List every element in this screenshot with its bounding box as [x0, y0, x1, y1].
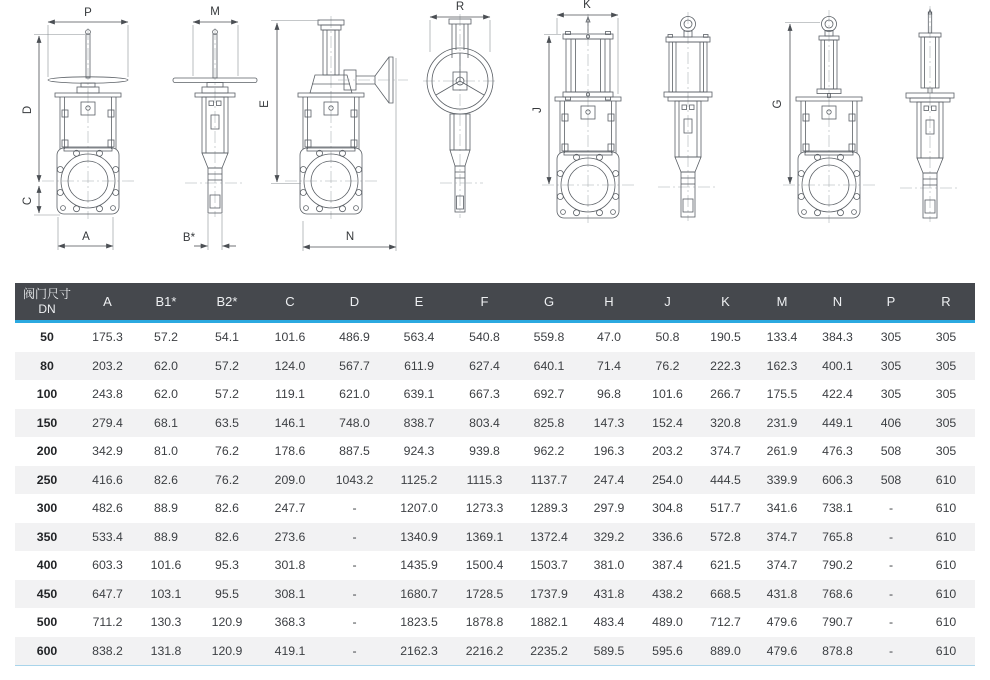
table-cell: 82.6	[215, 529, 239, 544]
table-cell: 489.0	[652, 615, 683, 630]
table-cell: 273.6	[274, 529, 306, 544]
table-cell: 82.6	[154, 472, 178, 487]
dim-label-g: G	[772, 99, 784, 109]
table-cell: 320.8	[710, 415, 741, 430]
table-cell: 589.5	[580, 637, 638, 666]
table-cell: 692.7	[533, 387, 565, 402]
table-row	[15, 466, 975, 495]
table-cell: 254.0	[652, 472, 683, 487]
dim-label-j: J	[532, 107, 544, 113]
table-cell: 606.3	[822, 472, 853, 487]
table-cell: 305	[880, 330, 902, 345]
table-cell: 668.5	[710, 586, 741, 601]
table-row	[15, 437, 975, 466]
table-cell: 878.8	[810, 637, 865, 666]
table-cell: 610	[935, 558, 957, 573]
table-cell: 1823.5	[400, 615, 438, 630]
dim-label-r: R	[455, 1, 465, 13]
table-cell: 479.6	[766, 615, 798, 630]
dim-label-b: B*	[182, 232, 196, 244]
table-cell: 101.6	[150, 558, 182, 573]
table-cell: -	[322, 637, 387, 666]
table-cell: 54.1	[215, 330, 239, 345]
table-row	[15, 322, 975, 352]
table-cell: 667.3	[469, 387, 500, 402]
table-cell: 131.8	[136, 637, 196, 666]
header-dn-line2: DN	[38, 301, 56, 316]
table-cell: 449.1	[822, 415, 853, 430]
table-cell: 1728.5	[465, 586, 504, 601]
table-cell: 231.9	[766, 415, 798, 430]
technical-drawings-area	[0, 0, 990, 283]
table-row	[15, 580, 975, 609]
table-cell: 196.3	[593, 444, 625, 459]
table-cell: 222.3	[710, 358, 741, 373]
dim-label-a: A	[82, 231, 90, 243]
table-cell: 611.9	[404, 358, 434, 373]
table-cell: 243.8	[92, 387, 123, 402]
header-col: H	[580, 283, 638, 322]
table-cell: 247.4	[593, 472, 625, 487]
table-cell: -	[865, 637, 917, 666]
table-cell: 595.6	[638, 637, 697, 666]
table-cell: 416.6	[92, 472, 123, 487]
table-cell: 119.1	[275, 387, 305, 402]
table-cell: 712.7	[710, 615, 741, 630]
table-header-row	[15, 283, 975, 322]
table-cell: 533.4	[92, 529, 123, 544]
table-cell: 422.4	[822, 387, 853, 402]
row-dn-value: 350	[36, 529, 58, 544]
table-cell: 124.0	[274, 358, 306, 373]
table-cell: 62.0	[154, 387, 178, 402]
table-cell: -	[888, 586, 894, 601]
drawing-bevel-gear-side	[423, 1, 497, 218]
table-cell: 305	[935, 387, 957, 402]
table-cell: 639.1	[403, 387, 435, 402]
table-cell: 431.8	[593, 586, 625, 601]
table-cell: 76.2	[215, 444, 239, 459]
valve-drawings-svg	[0, 0, 990, 283]
table-cell: 305	[935, 330, 957, 345]
table-cell: 374.7	[766, 529, 798, 544]
row-dn-value: 250	[36, 472, 58, 487]
table-cell: -	[888, 529, 894, 544]
table-cell: 101.6	[274, 330, 306, 345]
header-col: M	[754, 283, 810, 322]
table-cell: 803.4	[469, 415, 500, 430]
header-col: N	[810, 283, 865, 322]
table-cell: 203.2	[92, 358, 123, 373]
header-dn-line1: 阀门尺寸	[22, 286, 71, 301]
dim-label-c: C	[22, 196, 34, 206]
table-row	[15, 637, 975, 666]
table-cell: 889.0	[697, 637, 754, 666]
dim-label-d: D	[22, 105, 34, 115]
table-row	[15, 352, 975, 381]
table-cell: 790.2	[822, 558, 853, 573]
table-cell: 838.2	[79, 637, 136, 666]
row-dn-value: 450	[36, 586, 58, 601]
table-cell: 175.3	[92, 330, 123, 345]
drawing-hydraulic-side	[900, 6, 960, 222]
table-cell: 57.2	[215, 387, 239, 402]
drawing-handwheel-side	[173, 6, 257, 250]
header-col: B2*	[196, 283, 258, 322]
table-cell: 540.8	[469, 330, 500, 345]
table-cell: 308.1	[274, 586, 306, 601]
table-cell: 305	[935, 415, 957, 430]
header-col: F	[451, 283, 518, 322]
table-cell: 838.7	[403, 415, 435, 430]
table-cell: 162.3	[766, 358, 798, 373]
row-dn-value: 300	[36, 501, 58, 516]
header-col: R	[917, 283, 975, 322]
table-cell: 266.7	[710, 387, 741, 402]
row-dn-value: 150	[36, 415, 58, 430]
table-cell: 610	[935, 615, 957, 630]
header-col: K	[697, 283, 754, 322]
table-cell: 384.3	[822, 330, 853, 345]
table-cell: 305	[880, 387, 902, 402]
table-cell: 387.4	[652, 558, 683, 573]
table-cell: 406	[880, 415, 902, 430]
table-cell: 610	[935, 529, 957, 544]
table-cell: 57.2	[215, 358, 239, 373]
table-cell: 374.7	[766, 558, 798, 573]
table-cell: 482.6	[92, 501, 123, 516]
table-cell: 621.0	[339, 387, 370, 402]
drawing-pneumatic-front	[532, 0, 634, 223]
table-cell: 68.1	[154, 415, 178, 430]
dim-label-m: M	[210, 6, 220, 18]
table-cell: 2162.3	[387, 637, 451, 666]
table-cell: 190.5	[710, 330, 741, 345]
table-cell: 567.7	[339, 358, 370, 373]
table-cell: 640.1	[533, 358, 565, 373]
table-cell: -	[352, 558, 357, 573]
header-col: P	[865, 283, 917, 322]
table-cell: 147.3	[593, 415, 625, 430]
table-cell: 962.2	[533, 444, 565, 459]
header-col: J	[638, 283, 697, 322]
dimension-table	[15, 283, 975, 666]
dim-label-e: E	[259, 100, 271, 108]
table-cell: 768.6	[822, 586, 853, 601]
table-cell: 342.9	[92, 444, 123, 459]
table-cell: 1680.7	[400, 586, 438, 601]
table-cell: 339.9	[766, 472, 798, 487]
header-col: D	[322, 283, 387, 322]
header-col: C	[258, 283, 322, 322]
table-cell: 88.9	[154, 501, 178, 516]
dim-label-k: K	[583, 0, 591, 11]
table-cell: 2216.2	[451, 637, 518, 666]
table-cell: 1372.4	[530, 529, 568, 544]
row-dn-value: 600	[15, 637, 79, 666]
table-cell: -	[888, 558, 894, 573]
table-cell: 305	[935, 358, 957, 373]
header-col: E	[387, 283, 451, 322]
table-cell: 1737.9	[530, 586, 568, 601]
drawing-handwheel-front	[22, 7, 134, 250]
table-cell: 368.3	[274, 615, 306, 630]
table-body	[15, 322, 975, 666]
table-cell: 476.3	[822, 444, 853, 459]
table-cell: 1043.2	[335, 472, 374, 487]
table-cell: 1435.9	[400, 558, 438, 573]
table-cell: 120.9	[196, 637, 258, 666]
table-cell: -	[888, 615, 894, 630]
table-cell: 1340.9	[400, 529, 438, 544]
table-cell: 939.8	[469, 444, 500, 459]
row-dn-value: 100	[36, 387, 58, 402]
table-cell: 120.9	[211, 615, 243, 630]
drawing-pneumatic-side	[658, 12, 718, 221]
table-cell: 738.1	[822, 501, 853, 516]
table-cell: 95.5	[215, 586, 239, 601]
table-cell: 1137.7	[530, 472, 568, 487]
row-dn-value: 80	[40, 358, 54, 373]
table-cell: 71.4	[597, 358, 621, 373]
table-cell: 305	[880, 358, 902, 373]
table-cell: 711.2	[92, 615, 123, 630]
table-cell: 563.4	[403, 330, 435, 345]
table-cell: 133.4	[766, 330, 798, 345]
table-cell: 103.1	[150, 586, 182, 601]
table-cell: 374.7	[710, 444, 741, 459]
table-cell: 76.2	[215, 472, 239, 487]
row-dn-value: 400	[36, 558, 58, 573]
table-cell: 1289.3	[530, 501, 568, 516]
table-cell: 279.4	[92, 415, 123, 430]
table-cell: 82.6	[215, 501, 239, 516]
table-cell: 341.6	[766, 501, 798, 516]
table-cell: 1503.7	[530, 558, 568, 573]
table-row	[15, 494, 975, 523]
table-cell: 508	[880, 444, 902, 459]
table-cell: 95.3	[215, 558, 239, 573]
table-cell: 247.7	[274, 501, 306, 516]
table-cell: 765.8	[822, 529, 853, 544]
table-cell: 790.7	[822, 615, 853, 630]
table-cell: 748.0	[339, 415, 370, 430]
table-cell: 96.8	[597, 387, 621, 402]
table-cell: 336.6	[652, 529, 683, 544]
table-cell: 88.9	[154, 529, 178, 544]
table-cell: 400.1	[822, 358, 853, 373]
table-cell: -	[352, 586, 357, 601]
table-cell: 209.0	[274, 472, 306, 487]
table-cell: 1207.0	[400, 501, 438, 516]
table-cell: 203.2	[652, 444, 683, 459]
table-cell: 63.5	[215, 415, 239, 430]
table-row	[15, 523, 975, 552]
table-cell: 444.5	[710, 472, 741, 487]
table-cell: 1878.8	[465, 615, 504, 630]
table-cell: 479.6	[754, 637, 810, 666]
header-col: G	[518, 283, 580, 322]
table-cell: 483.4	[593, 615, 625, 630]
table-cell: 1369.1	[465, 529, 504, 544]
table-cell: -	[888, 501, 894, 516]
table-cell: 178.6	[274, 444, 306, 459]
table-cell: 603.3	[92, 558, 123, 573]
table-cell: 438.2	[652, 586, 683, 601]
table-cell: 305	[935, 444, 957, 459]
header-col: B1*	[136, 283, 196, 322]
table-cell: 431.8	[766, 586, 798, 601]
table-cell: 517.7	[710, 501, 741, 516]
table-cell: 304.8	[652, 501, 683, 516]
table-cell: 825.8	[533, 415, 565, 430]
header-dn	[15, 283, 79, 322]
table-cell: 1115.3	[466, 472, 503, 487]
table-cell: 2235.2	[518, 637, 580, 666]
table-cell: 76.2	[655, 358, 680, 373]
table-row	[15, 551, 975, 580]
table-cell: 627.4	[469, 358, 500, 373]
table-cell: 559.8	[533, 330, 565, 345]
drawing-hydraulic-front	[772, 10, 875, 223]
header-col: A	[79, 283, 136, 322]
table-cell: 50.8	[655, 330, 680, 345]
table-cell: 924.3	[403, 444, 435, 459]
table-row	[15, 608, 975, 637]
table-cell: 175.5	[766, 387, 798, 402]
table-cell: 419.1	[258, 637, 322, 666]
row-dn-value: 50	[40, 330, 54, 345]
table-cell: 47.0	[597, 330, 621, 345]
table-cell: 101.6	[652, 387, 683, 402]
table-cell: 508	[880, 472, 902, 487]
table-cell: 381.0	[593, 558, 625, 573]
table-cell: 621.5	[710, 558, 741, 573]
drawing-bevel-gear-front	[259, 16, 408, 251]
table-row	[15, 409, 975, 438]
table-cell: 572.8	[710, 529, 741, 544]
dim-label-n: N	[345, 231, 355, 243]
table-cell: 1273.3	[465, 501, 504, 516]
table-cell: 57.2	[154, 330, 178, 345]
table-cell: 486.9	[339, 330, 370, 345]
table-cell: 610	[935, 501, 957, 516]
table-cell: -	[352, 501, 357, 516]
table-cell: 1500.4	[465, 558, 504, 573]
table-cell: 1125.2	[400, 472, 438, 487]
row-dn-value: 500	[36, 615, 58, 630]
table-cell: -	[352, 529, 357, 544]
table-cell: 146.1	[274, 415, 306, 430]
table-cell: 329.2	[593, 529, 625, 544]
table-cell: 261.9	[766, 444, 798, 459]
table-cell: 1882.1	[530, 615, 568, 630]
table-row	[15, 380, 975, 409]
table-cell: 297.9	[593, 501, 625, 516]
table-cell: 130.3	[150, 615, 182, 630]
table-cell: -	[352, 615, 357, 630]
table-cell: 610	[935, 586, 957, 601]
table-cell: 152.4	[652, 415, 683, 430]
dim-label-p: P	[84, 7, 92, 19]
row-dn-value: 200	[36, 444, 58, 459]
table-cell: 301.8	[274, 558, 306, 573]
table-cell: 647.7	[92, 586, 123, 601]
table-cell: 610	[935, 472, 957, 487]
table-cell: 62.0	[154, 358, 178, 373]
table-cell: 887.5	[339, 444, 370, 459]
table-cell: 610	[917, 637, 975, 666]
table-cell: 81.0	[154, 444, 178, 459]
